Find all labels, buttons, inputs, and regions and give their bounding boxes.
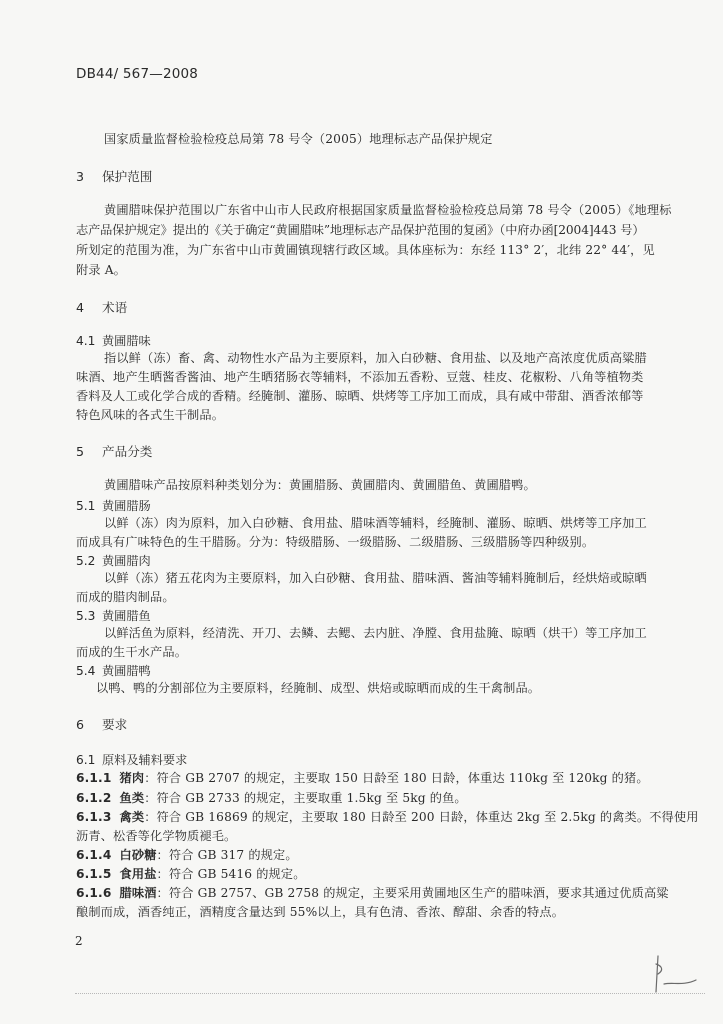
- paragraph-line: 附录 A。: [76, 263, 126, 277]
- subsection-6-1-heading: [76, 751, 187, 768]
- page-number: 2: [75, 934, 83, 948]
- item-text: ：符合 GB 16869 的规定，主要取 180 日龄至 200 日龄，体重达 2kg 至 2.5kg 的禽类。不得使用: [144, 810, 699, 824]
- subsection-number: 5.2: [76, 554, 96, 568]
- paragraph-line: 沥青、松香等化学物质褪毛。: [76, 829, 237, 843]
- item-text: ：符合 GB 2733 的规定，主要取重 1.5kg 至 5kg 的鱼。: [144, 791, 467, 805]
- item-label: 白砂糖: [119, 848, 157, 862]
- section-title: 产品分类: [102, 444, 153, 459]
- subsection-4-1-heading: [76, 332, 151, 349]
- paragraph-line: 而成的腊肉制品。: [76, 590, 175, 604]
- item-label: 腊味酒: [119, 886, 157, 900]
- item-text: ：符合 GB 5416 的规定。: [156, 867, 306, 881]
- subsection-title: 黄圃腊味: [102, 334, 151, 348]
- footer-rule: [75, 993, 705, 994]
- item-label: 禽类: [119, 810, 145, 824]
- paragraph-line: 以鸭、鸭的分割部位为主要原料，经腌制、成型、烘焙或晾晒而成的生干禽制品。: [96, 681, 541, 695]
- paragraph-line: 酿制而成，酒香纯正，酒精度含量达到 55%以上，具有色清、香浓、醇甜、余香的特点。: [76, 905, 565, 919]
- subsection-number: 5.3: [76, 609, 96, 623]
- item-text: ：符合 GB 2707 的规定，主要取 150 日龄至 180 日龄，体重达 110kg 至 120kg 的猪。: [144, 771, 649, 785]
- section-number: 6: [76, 717, 85, 732]
- handwritten-mark-icon: [644, 952, 704, 998]
- reference-line: 国家质量监督检验检疫总局第 78 号令（2005）地理标志产品保护规定: [104, 132, 493, 146]
- item-text: ：符合 GB 2757、GB 2758 的规定，主要采用黄圃地区生产的腊味酒，要求其通过优质高粱: [156, 886, 669, 900]
- requirement-item-6-1-2: [76, 790, 467, 806]
- item-label: 鱼类: [119, 791, 145, 805]
- paragraph-line: 黄圃腊味保护范围以广东省中山市人民政府根据国家质量监督检验检疫总局第 78 号令（2005）《地理标: [104, 203, 672, 217]
- subsection-title: 黄圃腊鱼: [102, 609, 151, 623]
- requirement-item-6-1-5: [76, 866, 306, 882]
- section-number: 5: [76, 444, 85, 459]
- item-label: 猪肉: [119, 771, 145, 785]
- standard-code: DB44/ 567—2008: [76, 66, 199, 82]
- paragraph-line: 味酒、地产生晒酱香酱油、地产生晒猪肠衣等辅料，不添加五香粉、豆蔻、桂皮、花椒粉、八角等植物类: [76, 370, 644, 384]
- section-3-heading: [76, 166, 152, 185]
- section-title: 保护范围: [102, 169, 153, 184]
- section-title: 术语: [102, 300, 128, 315]
- subsection-5-3-heading: [76, 607, 151, 624]
- paragraph-line: 以鲜（冻）肉为原料，加入白砂糖、食用盐、腊味酒等辅料，经腌制、灌肠、晾晒、烘烤等工序加工: [104, 516, 647, 530]
- section-4-heading: [76, 297, 127, 316]
- item-number: 6.1.4: [76, 848, 112, 862]
- paragraph-line: 而成的生干水产品。: [76, 645, 188, 659]
- item-number: 6.1.6: [76, 886, 112, 900]
- paragraph-line: 以鲜活鱼为原料，经清洗、开刀、去鳞、去鳃、去内脏、净膛、食用盐腌、晾晒（烘干）等工序加工: [104, 626, 647, 640]
- item-number: 6.1.2: [76, 791, 112, 805]
- subsection-title: 黄圃腊肠: [102, 499, 151, 513]
- item-number: 6.1.5: [76, 867, 112, 881]
- paragraph-line: 所划定的范围为准，为广东省中山市黄圃镇现辖行政区域。具体座标为：东经 113° 2′，北纬 22° 44′，见: [76, 243, 655, 257]
- subsection-5-2-heading: [76, 552, 151, 569]
- paragraph-line: 而成具有广味特色的生干腊肠。分为：特级腊肠、一级腊肠、二级腊肠、三级腊肠等四种级别。: [76, 535, 595, 549]
- requirement-item-6-1-4: [76, 847, 298, 863]
- item-number: 6.1.1: [76, 771, 112, 785]
- subsection-title: 黄圃腊肉: [102, 554, 151, 568]
- subsection-5-1-heading: [76, 497, 151, 514]
- paragraph-line: 指以鲜（冻）畜、禽、动物性水产品为主要原料，加入白砂糖、食用盐、以及地产高浓度优质高粱腊: [104, 351, 647, 365]
- paragraph-line: 特色风味的各式生干制品。: [76, 408, 225, 422]
- requirement-item-6-1-3: [76, 809, 699, 825]
- requirement-item-6-1-1: [76, 770, 649, 786]
- requirement-item-6-1-6: [76, 885, 669, 901]
- section-5-heading: [76, 441, 152, 460]
- subsection-title: 黄圃腊鸭: [102, 664, 151, 678]
- subsection-title: 原料及辅料要求: [102, 753, 188, 767]
- subsection-number: 5.4: [76, 664, 96, 678]
- section-number: 3: [76, 169, 85, 184]
- paragraph-line: 香料及人工或化学合成的香精。经腌制、灌肠、晾晒、烘烤等工序加工而成，具有咸中带甜、酒香浓郁等: [76, 389, 644, 403]
- item-text: ：符合 GB 317 的规定。: [156, 848, 298, 862]
- section-title: 要求: [102, 717, 128, 732]
- section-number: 4: [76, 300, 85, 315]
- item-label: 食用盐: [119, 867, 157, 881]
- paragraph-line: 志产品保护规定》提出的《关于确定“黄圃腊味”地理标志产品保护范围的复函》（中府办函[2004]443 号）: [76, 223, 645, 237]
- paragraph-line: 以鲜（冻）猪五花肉为主要原料，加入白砂糖、食用盐、腊味酒、酱油等辅料腌制后，经烘焙或晾晒: [104, 571, 647, 585]
- subsection-number: 4.1: [76, 334, 96, 348]
- subsection-5-4-heading: [76, 662, 151, 679]
- paragraph-line: 黄圃腊味产品按原料种类划分为：黄圃腊肠、黄圃腊肉、黄圃腊鱼、黄圃腊鸭。: [104, 478, 536, 492]
- section-6-heading: [76, 714, 127, 733]
- item-number: 6.1.3: [76, 810, 112, 824]
- subsection-number: 6.1: [76, 753, 96, 767]
- subsection-number: 5.1: [76, 499, 96, 513]
